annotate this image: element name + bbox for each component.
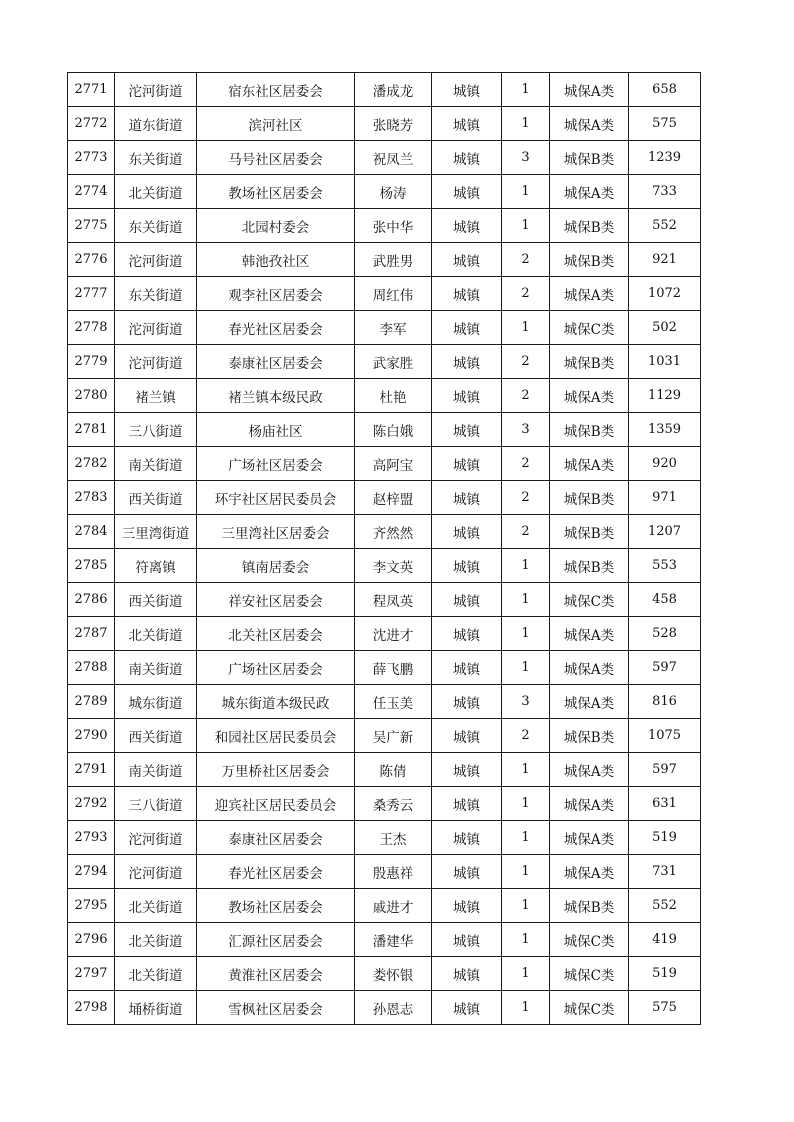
household-count-cell: 1: [502, 923, 550, 957]
insurance-class-cell: 城保B类: [550, 141, 629, 175]
area-type-cell: 城镇: [432, 617, 502, 651]
row-number-cell: 2788: [68, 651, 115, 685]
street-name-cell: 褚兰镇: [115, 379, 197, 413]
amount-cell: 519: [629, 957, 701, 991]
area-type-cell: 城镇: [432, 243, 502, 277]
row-number-cell: 2787: [68, 617, 115, 651]
household-count-cell: 1: [502, 583, 550, 617]
community-name-cell: 春光社区居委会: [197, 855, 355, 889]
insurance-class-cell: 城保A类: [550, 787, 629, 821]
amount-cell: 552: [629, 889, 701, 923]
area-type-cell: 城镇: [432, 481, 502, 515]
person-name-cell: 任玉美: [355, 685, 432, 719]
household-count-cell: 1: [502, 889, 550, 923]
row-number-cell: 2778: [68, 311, 115, 345]
street-name-cell: 北关街道: [115, 617, 197, 651]
area-type-cell: 城镇: [432, 685, 502, 719]
amount-cell: 597: [629, 651, 701, 685]
area-type-cell: 城镇: [432, 583, 502, 617]
table-row: [68, 719, 701, 753]
person-name-cell: 潘建华: [355, 923, 432, 957]
household-count-cell: 2: [502, 243, 550, 277]
person-name-cell: 齐然然: [355, 515, 432, 549]
community-name-cell: 祥安社区居委会: [197, 583, 355, 617]
community-name-cell: 广场社区居委会: [197, 651, 355, 685]
area-type-cell: 城镇: [432, 447, 502, 481]
area-type-cell: 城镇: [432, 753, 502, 787]
household-count-cell: 1: [502, 175, 550, 209]
insurance-class-cell: 城保C类: [550, 311, 629, 345]
insurance-class-cell: 城保C类: [550, 583, 629, 617]
street-name-cell: 南关街道: [115, 753, 197, 787]
household-count-cell: 2: [502, 515, 550, 549]
community-name-cell: 褚兰镇本级民政: [197, 379, 355, 413]
community-name-cell: 北关社区居委会: [197, 617, 355, 651]
person-name-cell: 陈白娥: [355, 413, 432, 447]
person-name-cell: 娄怀银: [355, 957, 432, 991]
insurance-class-cell: 城保B类: [550, 515, 629, 549]
street-name-cell: 西关街道: [115, 481, 197, 515]
table-row: [68, 821, 701, 855]
insurance-class-cell: 城保B类: [550, 413, 629, 447]
row-number-cell: 2774: [68, 175, 115, 209]
amount-cell: 597: [629, 753, 701, 787]
community-name-cell: 和园社区居民委员会: [197, 719, 355, 753]
table-row: [68, 481, 701, 515]
amount-cell: 419: [629, 923, 701, 957]
person-name-cell: 赵梓盟: [355, 481, 432, 515]
row-number-cell: 2783: [68, 481, 115, 515]
table-row: [68, 991, 701, 1025]
insurance-class-cell: 城保A类: [550, 855, 629, 889]
person-name-cell: 李军: [355, 311, 432, 345]
insurance-class-cell: 城保A类: [550, 379, 629, 413]
community-name-cell: 镇南居委会: [197, 549, 355, 583]
household-count-cell: 3: [502, 413, 550, 447]
community-name-cell: 杨庙社区: [197, 413, 355, 447]
street-name-cell: 埇桥街道: [115, 991, 197, 1025]
street-name-cell: 符离镇: [115, 549, 197, 583]
amount-cell: 816: [629, 685, 701, 719]
community-name-cell: 观李社区居委会: [197, 277, 355, 311]
street-name-cell: 沱河街道: [115, 243, 197, 277]
street-name-cell: 北关街道: [115, 957, 197, 991]
row-number-cell: 2772: [68, 107, 115, 141]
household-count-cell: 2: [502, 719, 550, 753]
insurance-class-cell: 城保A类: [550, 73, 629, 107]
household-count-cell: 3: [502, 141, 550, 175]
table-row: [68, 379, 701, 413]
table-row: [68, 583, 701, 617]
street-name-cell: 东关街道: [115, 209, 197, 243]
area-type-cell: 城镇: [432, 787, 502, 821]
household-count-cell: 2: [502, 379, 550, 413]
table-row: [68, 753, 701, 787]
insurance-class-cell: 城保A类: [550, 277, 629, 311]
community-name-cell: 万里桥社区居委会: [197, 753, 355, 787]
amount-cell: 658: [629, 73, 701, 107]
amount-cell: 1359: [629, 413, 701, 447]
street-name-cell: 沱河街道: [115, 821, 197, 855]
area-type-cell: 城镇: [432, 73, 502, 107]
amount-cell: 575: [629, 107, 701, 141]
household-count-cell: 2: [502, 277, 550, 311]
records-table: [67, 72, 701, 1025]
area-type-cell: 城镇: [432, 957, 502, 991]
person-name-cell: 戚进才: [355, 889, 432, 923]
community-name-cell: 宿东社区居委会: [197, 73, 355, 107]
amount-cell: 458: [629, 583, 701, 617]
community-name-cell: 黄淮社区居委会: [197, 957, 355, 991]
household-count-cell: 2: [502, 345, 550, 379]
community-name-cell: 城东街道本级民政: [197, 685, 355, 719]
insurance-class-cell: 城保B类: [550, 719, 629, 753]
household-count-cell: 1: [502, 957, 550, 991]
insurance-class-cell: 城保B类: [550, 481, 629, 515]
community-name-cell: 马号社区居委会: [197, 141, 355, 175]
person-name-cell: 程凤英: [355, 583, 432, 617]
row-number-cell: 2784: [68, 515, 115, 549]
amount-cell: 971: [629, 481, 701, 515]
table-row: [68, 685, 701, 719]
insurance-class-cell: 城保B类: [550, 243, 629, 277]
amount-cell: 552: [629, 209, 701, 243]
household-count-cell: 1: [502, 821, 550, 855]
area-type-cell: 城镇: [432, 719, 502, 753]
row-number-cell: 2789: [68, 685, 115, 719]
row-number-cell: 2786: [68, 583, 115, 617]
table-row: [68, 889, 701, 923]
insurance-class-cell: 城保B类: [550, 889, 629, 923]
row-number-cell: 2777: [68, 277, 115, 311]
community-name-cell: 滨河社区: [197, 107, 355, 141]
insurance-class-cell: 城保C类: [550, 923, 629, 957]
row-number-cell: 2795: [68, 889, 115, 923]
area-type-cell: 城镇: [432, 141, 502, 175]
area-type-cell: 城镇: [432, 107, 502, 141]
insurance-class-cell: 城保C类: [550, 957, 629, 991]
person-name-cell: 王杰: [355, 821, 432, 855]
row-number-cell: 2797: [68, 957, 115, 991]
person-name-cell: 薛飞鹏: [355, 651, 432, 685]
community-name-cell: 环宇社区居民委员会: [197, 481, 355, 515]
insurance-class-cell: 城保A类: [550, 617, 629, 651]
table-row: [68, 73, 701, 107]
insurance-class-cell: 城保A类: [550, 821, 629, 855]
amount-cell: 502: [629, 311, 701, 345]
community-name-cell: 教场社区居委会: [197, 175, 355, 209]
community-name-cell: 教场社区居委会: [197, 889, 355, 923]
table-row: [68, 855, 701, 889]
table-row: [68, 447, 701, 481]
community-name-cell: 迎宾社区居民委员会: [197, 787, 355, 821]
insurance-class-cell: 城保A类: [550, 175, 629, 209]
row-number-cell: 2798: [68, 991, 115, 1025]
person-name-cell: 武家胜: [355, 345, 432, 379]
person-name-cell: 潘成龙: [355, 73, 432, 107]
area-type-cell: 城镇: [432, 277, 502, 311]
table-row: [68, 277, 701, 311]
community-name-cell: 雪枫社区居委会: [197, 991, 355, 1025]
table-row: [68, 141, 701, 175]
table-row: [68, 243, 701, 277]
amount-cell: 1239: [629, 141, 701, 175]
household-count-cell: 1: [502, 855, 550, 889]
area-type-cell: 城镇: [432, 175, 502, 209]
row-number-cell: 2779: [68, 345, 115, 379]
table-row: [68, 787, 701, 821]
person-name-cell: 杨涛: [355, 175, 432, 209]
person-name-cell: 李文英: [355, 549, 432, 583]
household-count-cell: 2: [502, 447, 550, 481]
area-type-cell: 城镇: [432, 345, 502, 379]
community-name-cell: 汇源社区居委会: [197, 923, 355, 957]
row-number-cell: 2771: [68, 73, 115, 107]
person-name-cell: 周红伟: [355, 277, 432, 311]
insurance-class-cell: 城保B类: [550, 209, 629, 243]
person-name-cell: 陈倩: [355, 753, 432, 787]
amount-cell: 731: [629, 855, 701, 889]
area-type-cell: 城镇: [432, 311, 502, 345]
amount-cell: 553: [629, 549, 701, 583]
table-row: [68, 923, 701, 957]
insurance-class-cell: 城保B类: [550, 345, 629, 379]
area-type-cell: 城镇: [432, 413, 502, 447]
household-count-cell: 1: [502, 107, 550, 141]
community-name-cell: 韩池孜社区: [197, 243, 355, 277]
household-count-cell: 1: [502, 787, 550, 821]
insurance-class-cell: 城保A类: [550, 447, 629, 481]
community-name-cell: 三里湾社区居委会: [197, 515, 355, 549]
area-type-cell: 城镇: [432, 923, 502, 957]
household-count-cell: 2: [502, 481, 550, 515]
amount-cell: 1075: [629, 719, 701, 753]
amount-cell: 519: [629, 821, 701, 855]
household-count-cell: 1: [502, 209, 550, 243]
row-number-cell: 2781: [68, 413, 115, 447]
row-number-cell: 2775: [68, 209, 115, 243]
street-name-cell: 沱河街道: [115, 73, 197, 107]
row-number-cell: 2782: [68, 447, 115, 481]
row-number-cell: 2780: [68, 379, 115, 413]
community-name-cell: 泰康社区居委会: [197, 821, 355, 855]
street-name-cell: 东关街道: [115, 141, 197, 175]
amount-cell: 921: [629, 243, 701, 277]
insurance-class-cell: 城保A类: [550, 753, 629, 787]
row-number-cell: 2794: [68, 855, 115, 889]
table-row: [68, 345, 701, 379]
area-type-cell: 城镇: [432, 821, 502, 855]
amount-cell: 733: [629, 175, 701, 209]
table-row: [68, 515, 701, 549]
area-type-cell: 城镇: [432, 991, 502, 1025]
household-count-cell: 1: [502, 311, 550, 345]
person-name-cell: 桑秀云: [355, 787, 432, 821]
amount-cell: 528: [629, 617, 701, 651]
street-name-cell: 三里湾街道: [115, 515, 197, 549]
street-name-cell: 南关街道: [115, 447, 197, 481]
street-name-cell: 道东街道: [115, 107, 197, 141]
community-name-cell: 广场社区居委会: [197, 447, 355, 481]
person-name-cell: 殷惠祥: [355, 855, 432, 889]
household-count-cell: 1: [502, 651, 550, 685]
community-name-cell: 北园村委会: [197, 209, 355, 243]
table-row: [68, 175, 701, 209]
person-name-cell: 武胜男: [355, 243, 432, 277]
insurance-class-cell: 城保C类: [550, 991, 629, 1025]
amount-cell: 1072: [629, 277, 701, 311]
person-name-cell: 祝凤兰: [355, 141, 432, 175]
person-name-cell: 沈进才: [355, 617, 432, 651]
row-number-cell: 2791: [68, 753, 115, 787]
community-name-cell: 泰康社区居委会: [197, 345, 355, 379]
row-number-cell: 2785: [68, 549, 115, 583]
community-name-cell: 春光社区居委会: [197, 311, 355, 345]
street-name-cell: 西关街道: [115, 719, 197, 753]
person-name-cell: 杜艳: [355, 379, 432, 413]
household-count-cell: 1: [502, 73, 550, 107]
area-type-cell: 城镇: [432, 651, 502, 685]
street-name-cell: 三八街道: [115, 787, 197, 821]
household-count-cell: 1: [502, 753, 550, 787]
table-row: [68, 311, 701, 345]
amount-cell: 575: [629, 991, 701, 1025]
table-body: [68, 73, 701, 1025]
street-name-cell: 东关街道: [115, 277, 197, 311]
insurance-class-cell: 城保B类: [550, 549, 629, 583]
street-name-cell: 三八街道: [115, 413, 197, 447]
row-number-cell: 2773: [68, 141, 115, 175]
street-name-cell: 沱河街道: [115, 855, 197, 889]
person-name-cell: 张晓芳: [355, 107, 432, 141]
person-name-cell: 高阿宝: [355, 447, 432, 481]
row-number-cell: 2790: [68, 719, 115, 753]
area-type-cell: 城镇: [432, 209, 502, 243]
household-count-cell: 1: [502, 549, 550, 583]
table-row: [68, 651, 701, 685]
table-row: [68, 549, 701, 583]
person-name-cell: 孙恩志: [355, 991, 432, 1025]
area-type-cell: 城镇: [432, 889, 502, 923]
area-type-cell: 城镇: [432, 855, 502, 889]
street-name-cell: 沱河街道: [115, 311, 197, 345]
person-name-cell: 张中华: [355, 209, 432, 243]
street-name-cell: 北关街道: [115, 175, 197, 209]
row-number-cell: 2776: [68, 243, 115, 277]
amount-cell: 631: [629, 787, 701, 821]
amount-cell: 1207: [629, 515, 701, 549]
table-row: [68, 617, 701, 651]
area-type-cell: 城镇: [432, 515, 502, 549]
area-type-cell: 城镇: [432, 549, 502, 583]
area-type-cell: 城镇: [432, 379, 502, 413]
insurance-class-cell: 城保A类: [550, 651, 629, 685]
street-name-cell: 南关街道: [115, 651, 197, 685]
amount-cell: 1129: [629, 379, 701, 413]
table-row: [68, 957, 701, 991]
table-row: [68, 107, 701, 141]
street-name-cell: 城东街道: [115, 685, 197, 719]
row-number-cell: 2796: [68, 923, 115, 957]
household-count-cell: 1: [502, 991, 550, 1025]
insurance-class-cell: 城保A类: [550, 685, 629, 719]
person-name-cell: 吴广新: [355, 719, 432, 753]
table-row: [68, 413, 701, 447]
row-number-cell: 2792: [68, 787, 115, 821]
amount-cell: 1031: [629, 345, 701, 379]
row-number-cell: 2793: [68, 821, 115, 855]
insurance-class-cell: 城保A类: [550, 107, 629, 141]
table-row: [68, 209, 701, 243]
street-name-cell: 北关街道: [115, 923, 197, 957]
household-count-cell: 3: [502, 685, 550, 719]
street-name-cell: 北关街道: [115, 889, 197, 923]
household-count-cell: 1: [502, 617, 550, 651]
street-name-cell: 沱河街道: [115, 345, 197, 379]
amount-cell: 920: [629, 447, 701, 481]
street-name-cell: 西关街道: [115, 583, 197, 617]
